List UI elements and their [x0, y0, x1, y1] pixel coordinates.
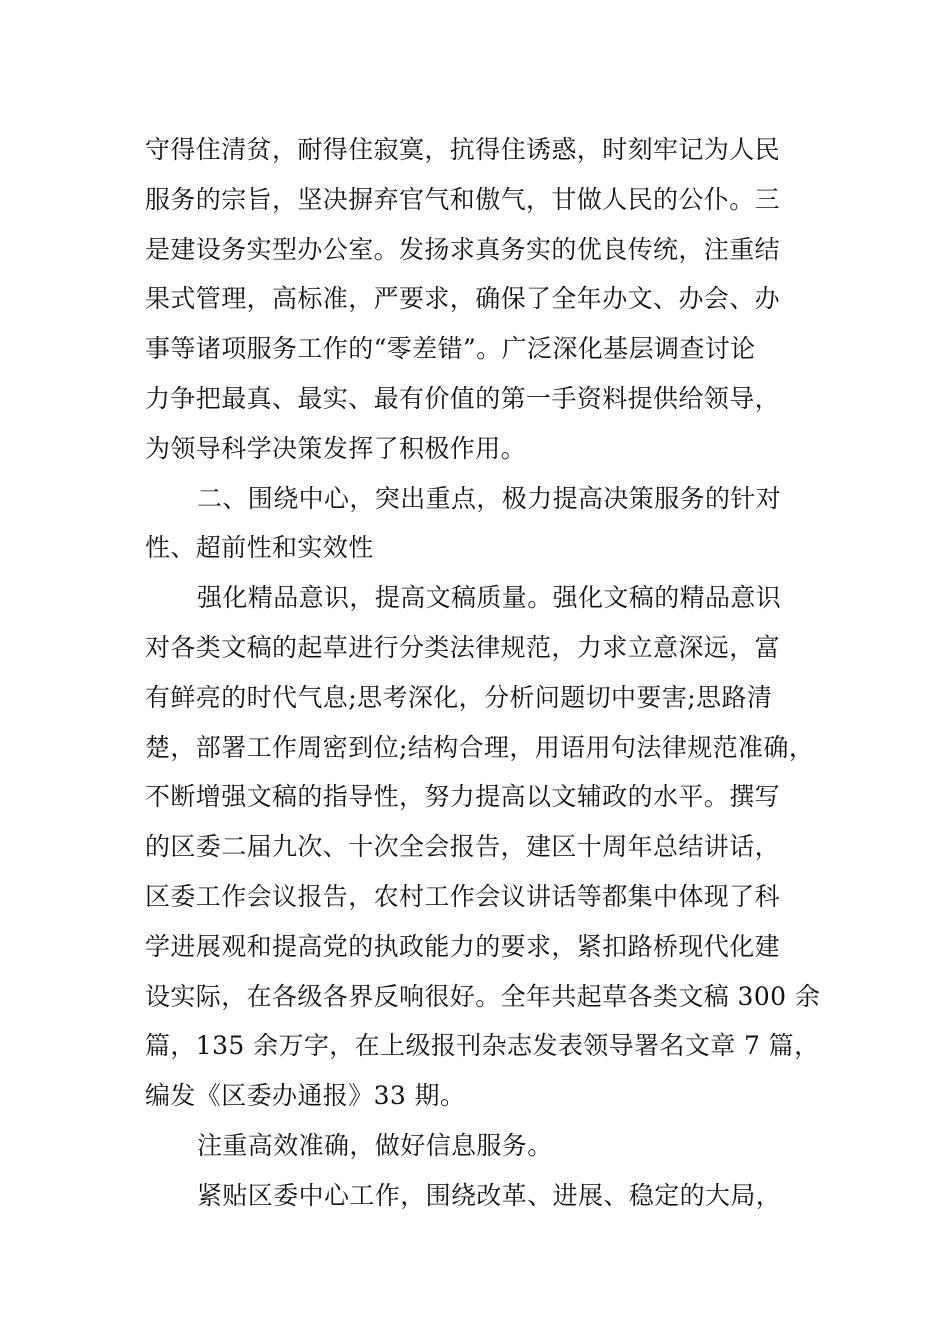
text-line: 设实际，在各级各界反响很好。全年共起草各类文稿 300 余	[145, 981, 821, 1011]
text-line: 编发《区委办通报》33 期。	[145, 1081, 466, 1111]
text-line: 果式管理，高标准，严要求，确保了全年办文、办会、办	[145, 284, 781, 314]
text-line: 学进展观和提高党的执政能力的要求，紧扣路桥现代化建	[145, 931, 781, 961]
text-line: 紧贴区委中心工作，围绕改革、进展、稳定的大局，	[197, 1180, 782, 1210]
text-line: 对各类文稿的起草进行分类法律规范，力求立意深远，富	[145, 632, 781, 662]
text-line: 守得住清贫，耐得住寂寞，抗得住诱惑，时刻牢记为人民	[145, 135, 781, 164]
text-line: 的区委二届九次、十次全会报告，建区十周年总结讲话，	[145, 832, 781, 862]
text-line: 楚，部署工作周密到位;结构合理，用语用句法律规范准确，	[145, 732, 815, 762]
section-heading-line: 二、围绕中心，突出重点，极力提高决策服务的针对	[197, 483, 782, 513]
text-line: 事等诸项服务工作的“零差错”。广泛深化基层调查讨论	[145, 334, 756, 364]
text-line: 有鲜亮的时代气息;思考深化，分析问题切中要害;思路清	[145, 682, 773, 712]
text-line: 服务的宗旨，坚决摒弃官气和傲气，甘做人民的公仆。三	[145, 184, 781, 214]
text-line: 为领导科学决策发挥了积极作用。	[145, 433, 527, 463]
section-heading-line: 性、超前性和实效性	[145, 533, 374, 563]
text-line: 篇，135 余万字，在上级报刊杂志发表领导署名文章 7 篇，	[145, 1031, 820, 1061]
document-body	[145, 125, 821, 1221]
text-line: 注重高效准确，做好信息服务。	[197, 1130, 553, 1160]
text-line: 不断增强文稿的指导性，努力提高以文辅政的水平。撰写	[145, 782, 781, 812]
text-line: 是建设务实型办公室。发扬求真务实的优良传统，注重结	[145, 234, 781, 264]
text-line: 区委工作会议报告，农村工作会议讲话等都集中体现了科	[145, 881, 781, 911]
text-line: 力争把最真、最实、最有价值的第一手资料提供给领导，	[145, 383, 781, 413]
text-line: 强化精品意识，提高文稿质量。强化文稿的精品意识	[197, 583, 782, 613]
